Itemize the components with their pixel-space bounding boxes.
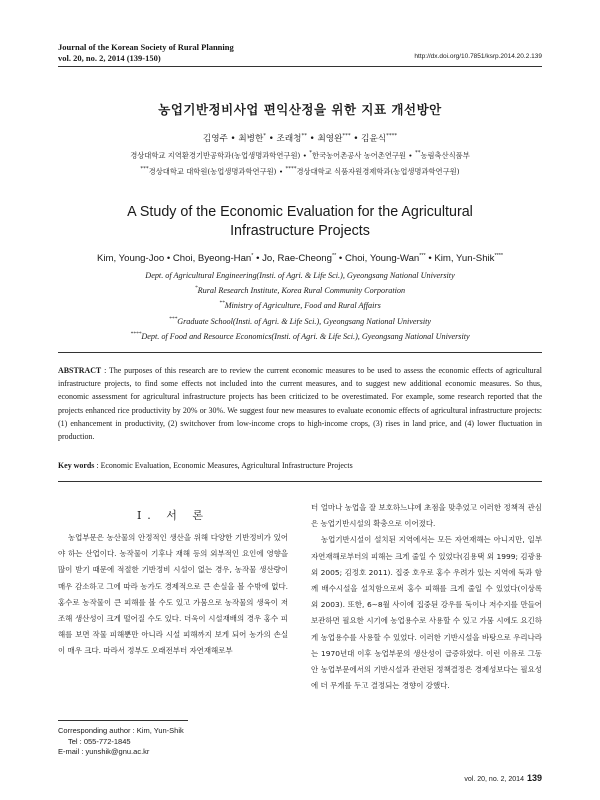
journal-volume: vol. 20, no. 2, 2014 (139-150) <box>58 53 161 63</box>
page-footer <box>464 773 542 783</box>
doi-link[interactable]: http://dx.doi.org/10.7851/ksrp.2014.20.2.139 <box>414 53 542 60</box>
abstract-text: : The purposes of this research are to review the current economic measures to be used to assess the economic effects of agricultural infrastructure projects, to find some effects not included into the current measures, and to suggest new additional economic measures. So thus, economic assessment for agricultural infrastructure projects has been criticized to be overestimated. For example, some research reported that the projects enhanced rice productivity by 20% or 30%. We suggest four new measures to evaluate economic effects of agricultural infrastructure projects: (1) enhancement in productivity, (2) switchover from low-income crops to high-income crops, (3) rises in land price, and (4) lower fluctuation in production. <box>58 366 543 442</box>
left-column <box>58 530 288 660</box>
keywords <box>58 461 542 470</box>
correspondence-note <box>58 726 184 758</box>
section-heading-introduction: Ⅰ. 서 론 <box>136 509 210 522</box>
journal-name: Journal of the Korean Society of Rural Planning <box>58 42 234 52</box>
corresponding-tel: Tel : 055-772-1845 <box>68 736 131 746</box>
keywords-label: Key words <box>58 461 95 470</box>
right-column <box>311 500 542 694</box>
english-affiliation-4: ***Graduate School(Insti. of Agri. & Life Sci.), Gyeongsang National University <box>168 316 432 326</box>
english-title-line-1: A Study of the Economic Evaluation for the Agricultural <box>127 204 473 220</box>
header-rule <box>58 66 542 67</box>
journal-header <box>58 42 234 64</box>
english-title-line-2: Infrastructure Projects <box>230 223 370 239</box>
english-title <box>0 203 600 241</box>
keywords-bottom-rule <box>58 481 542 482</box>
intro-paragraph-1 <box>58 530 288 660</box>
korean-affiliation-line-1: 경상대학교 지역환경기반공학과(농업생명과학연구원) • *한국농어촌공사 농어촌연구원 • **농림축산식품부 <box>130 150 470 160</box>
abstract <box>58 364 542 443</box>
korean-affiliation-line-2: ***경상대학교 대학원(농업생명과학연구원) • ****경상대학교 식품자원경제학과(농업생명과학연구원) <box>140 166 460 176</box>
intro-paragraph-1-text: 농업부문은 농산물의 안정적인 생산을 위해 다양한 기반정비가 있어야 하는 산업이다. 농작물이 기후나 재해 등의 외부적인 요인에 영향을 많이 받기 때문에 적절한 기반정비 시설이 없는 경우, 농작물 생산량이 매우 감소하고 그에 따라 농가도 경제적으로 큰 손실을 볼 수밖에 없다. 홍수로 농작물이 큰 피해를 볼 수도 있고 가뭄으로 농작물의 생육이 저조해 생산성이 크게 떨어질 수도 있다. 더욱이 시설재배의 경우 홍수 피해를 보면 작물 피해뿐만 아니라 시설 피해까지 보게 되어 농가의 손실이 매우 크다. 따라서 정부도 오래전부터 자연재해로부 <box>58 533 288 656</box>
intro-paragraph-1-continued: 터 얼마나 농업을 잘 보호하느냐에 초점을 맞추었고 이러한 정책적 관심은 농업기반시설의 확충으로 이어졌다. <box>311 503 542 529</box>
english-authors: Kim, Young-Joo • Choi, Byeong-Han* • Jo, Rae-Cheong** • Choi, Young-Wan*** • Kim, Yun-Shik**** <box>96 253 504 264</box>
english-affiliation-3: **Ministry of Agriculture, Food and Rural Affairs <box>219 300 381 310</box>
page-number: 139 <box>526 773 542 783</box>
intro-paragraph-2-text: 농업기반시설이 설치된 지역에서는 모든 자연재해는 아니지만, 일부 자연재해로부터의 피해는 크게 줄일 수 있었다(김용택 외 1999; 김광용 외 2005; 김정호 2011). 집중 호우로 홍수 우려가 있는 지역에 둑과 함께 배수시설을 설치함으로써 홍수 피해를 크게 줄일 수 있었다(이상록 외 2003). 또한, 6∼8월 사이에 집중된 강우를 둑이나 저수지를 만들어 보관하면 필요한 시기에 농업용수로 사용할 수 있고 가뭄 시에도 요긴하게 농업용수를 사용할 수 있었다. 이러한 기반시설을 바탕으로 우리나라는 1970년대 이후 농업부문의 생산성이 급증하였다. 이런 이유로 그동안 농업부문에서의 기반시설과 관련된 정책결정은 경제성보다는 필요성에 더 무게를 두고 결정되는 경향이 강했다. <box>311 535 542 691</box>
english-affiliation-2: *Rural Research Institute, Korea Rural Community Corporation <box>194 285 406 295</box>
english-affiliation-5: ****Dept. of Food and Resource Economics(Insti. of Agri. & Life Sci.), Gyeongsang National University <box>130 331 470 341</box>
corresponding-email[interactable]: E-mail : yunshik@gnu.ac.kr <box>58 747 150 756</box>
korean-title: 농업기반정비사업 편익산정을 위한 지표 개선방안 <box>158 102 442 117</box>
intro-paragraph-2 <box>311 532 542 694</box>
abstract-top-rule <box>58 352 542 353</box>
keywords-text: : Economic Evaluation, Economic Measures, Agricultural Infrastructure Projects <box>96 461 353 470</box>
footnote-rule <box>58 720 188 721</box>
footer-volume: vol. 20, no. 2, 2014 <box>464 776 524 783</box>
english-affiliation-1: Dept. of Agricultural Engineering(Insti. of Agri. & Life Sci.), Gyeongsang National University <box>145 271 455 280</box>
korean-authors: 김영주 • 최병한* • 조래청** • 최영완*** • 김윤식**** <box>202 133 398 144</box>
abstract-label: ABSTRACT <box>58 366 102 375</box>
corresponding-author: Corresponding author : Kim, Yun-Shik <box>58 726 184 735</box>
